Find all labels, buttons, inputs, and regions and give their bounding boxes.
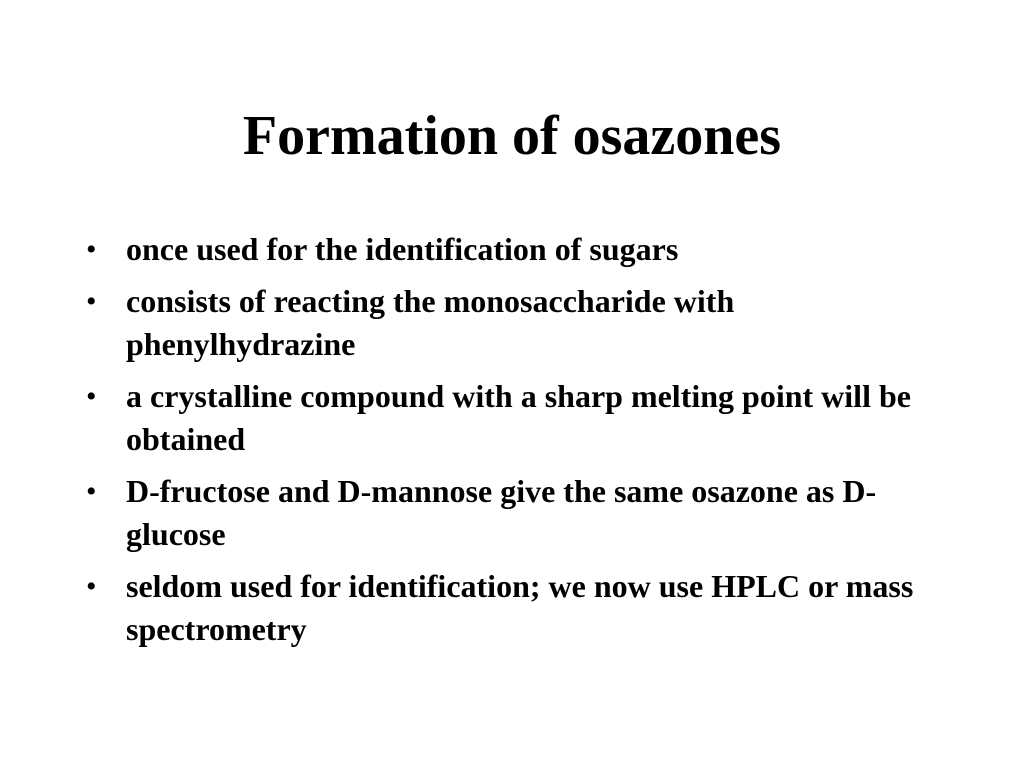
- bullet-text: once used for the identification of sugars: [126, 231, 679, 267]
- bullet-item-same-osazone: [86, 470, 916, 556]
- bullet-icon: •: [86, 570, 97, 603]
- bullet-text: a crystalline compound with a sharp melting point will be obtained: [126, 378, 911, 457]
- bullet-item-phenylhydrazine: [86, 280, 916, 366]
- slide-title: Formation of osazones: [242, 105, 782, 167]
- bullet-icon: •: [86, 285, 97, 318]
- bullet-list: [86, 228, 916, 660]
- bullet-text: D-fructose and D-mannose give the same osazone as D-glucose: [126, 473, 877, 552]
- bullet-item-hplc: [86, 565, 916, 651]
- bullet-item-identification: [86, 228, 916, 271]
- bullet-icon: •: [86, 475, 97, 508]
- bullet-item-crystalline: [86, 375, 916, 461]
- bullet-text: consists of reacting the monosaccharide with phenylhydrazine: [126, 283, 735, 362]
- bullet-text: seldom used for identification; we now use HPLC or mass spectrometry: [126, 568, 914, 647]
- bullet-icon: •: [86, 380, 97, 413]
- bullet-icon: •: [86, 233, 97, 266]
